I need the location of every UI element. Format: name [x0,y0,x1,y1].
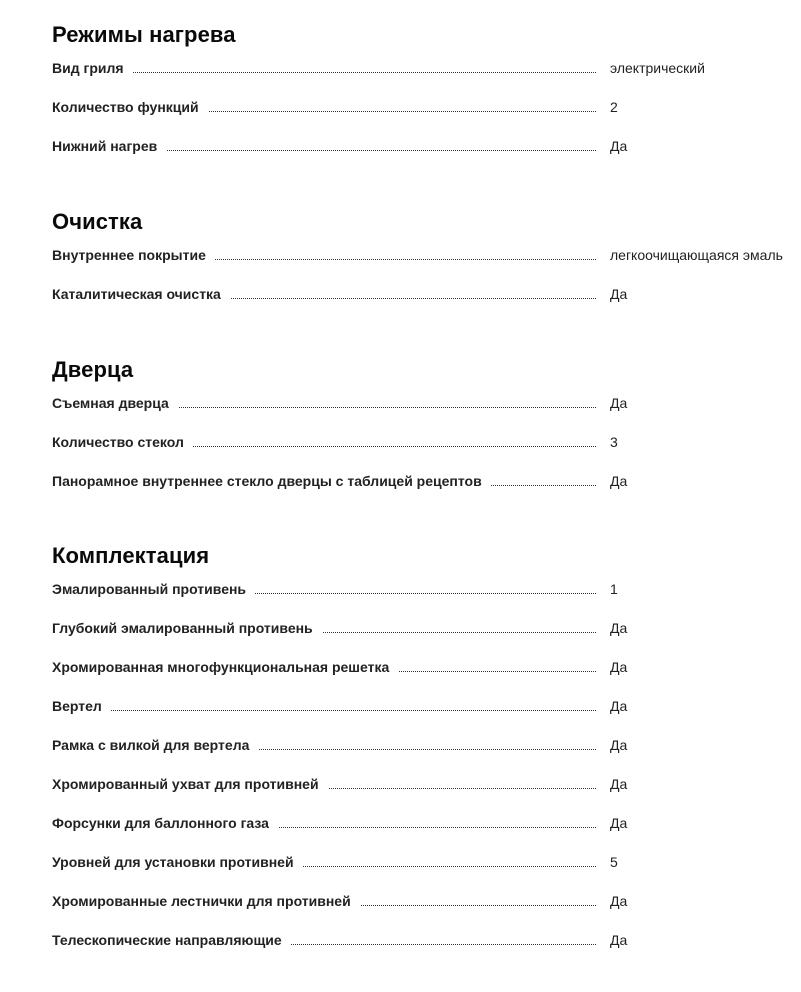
spec-label: Съемная дверца [52,393,178,413]
spec-label: Хромированные лестнички для противней [52,891,360,911]
spec-section-heating-modes [52,20,801,175]
spec-value: 1 [610,581,618,597]
spec-row [52,696,801,735]
spec-row [52,97,801,136]
spec-label: Телескопические направляющие [52,930,291,950]
spec-value: Да [610,473,628,489]
spec-row [52,813,801,852]
spec-list [52,58,801,175]
spec-label: Количество стекол [52,432,193,452]
spec-label: Рамка с вилкой для вертела [52,735,258,755]
spec-section-equipment [52,541,801,969]
dotted-leader [52,72,596,73]
spec-value: Да [610,893,628,909]
spec-value: 5 [610,854,618,870]
spec-section-cleaning [52,207,801,323]
spec-row [52,657,801,696]
spec-label: Хромированный ухват для противней [52,774,328,794]
spec-value: Да [610,776,628,792]
section-title: Комплектация [52,543,210,568]
spec-row [52,579,801,618]
spec-label: Нижний нагрев [52,136,166,156]
spec-row [52,930,801,969]
spec-label: Форсунки для баллонного газа [52,813,278,833]
spec-list [52,579,801,969]
spec-value: Да [610,659,628,675]
spec-row [52,432,801,471]
spec-row [52,393,801,432]
spec-value: Да [610,815,628,831]
spec-label: Вид гриля [52,58,133,78]
spec-row [52,245,801,284]
spec-list [52,393,801,510]
spec-row [52,136,801,175]
spec-row [52,774,801,813]
spec-row [52,284,801,323]
spec-row [52,852,801,891]
spec-label: Глубокий эмалированный противень [52,618,322,638]
spec-value: Да [610,698,628,714]
spec-row [52,58,801,97]
spec-row [52,471,801,510]
spec-value: легкоочищающаяся эмаль [610,247,783,263]
section-title: Дверца [52,357,134,382]
spec-label: Панорамное внутреннее стекло дверцы с таблицей рецептов [52,471,491,491]
spec-row [52,891,801,930]
spec-section-door [52,355,801,510]
spec-value: Да [610,286,628,302]
spec-value: Да [610,138,628,154]
spec-value: 2 [610,99,618,115]
spec-label: Эмалированный противень [52,579,255,599]
spec-list [52,245,801,323]
spec-label: Каталитическая очистка [52,284,230,304]
spec-label: Количество функций [52,97,208,117]
spec-value: Да [610,395,628,411]
spec-label: Внутреннее покрытие [52,245,215,265]
spec-value: Да [610,932,628,948]
spec-value: Да [610,620,628,636]
spec-label: Вертел [52,696,111,716]
spec-label: Хромированная многофункциональная решетка [52,657,398,677]
spec-value: электрический [610,60,705,76]
spec-row [52,735,801,774]
section-title: Очистка [52,209,143,234]
spec-label: Уровней для установки противней [52,852,303,872]
dotted-leader [52,710,596,711]
section-title: Режимы нагрева [52,22,236,47]
spec-value: Да [610,737,628,753]
spec-value: 3 [610,434,618,450]
spec-row [52,618,801,657]
